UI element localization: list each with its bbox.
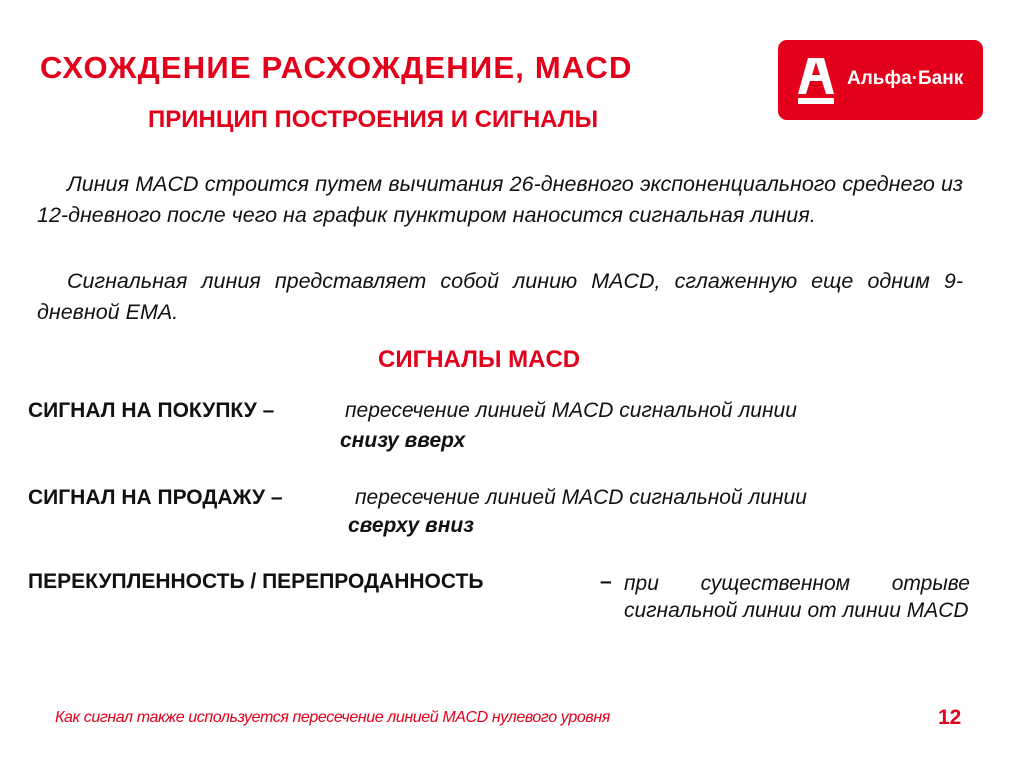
- page-number: 12: [938, 706, 962, 729]
- page-subtitle: ПРИНЦИП ПОСТРОЕНИЯ И СИГНАЛЫ: [148, 106, 599, 133]
- alfa-a-logo-icon: [794, 54, 838, 106]
- buy-signal-direction: снизу вверх: [340, 429, 466, 452]
- sell-signal-text: пересечение линией MACD сигнальной линии: [355, 486, 807, 509]
- intro-paragraph-1: Линия MACD строится путем вычитания 26-дневного экспоненциального среднего из 12-дневного после чего на график пунктиром наносится сигнальная линия.: [37, 172, 963, 227]
- signals-heading: СИГНАЛЫ MACD: [378, 346, 581, 373]
- buy-signal-label: СИГНАЛ НА ПОКУПКУ –: [28, 399, 275, 422]
- alfa-bank-logo: [778, 40, 983, 120]
- overbought-oversold-label: ПЕРЕКУПЛЕННОСТЬ / ПЕРЕПРОДАННОСТЬ: [28, 570, 484, 593]
- logo-text: Альфа·Банк: [847, 68, 964, 89]
- overbought-oversold-text: при существенном отрыве сигнальной линии от линии MACD: [624, 572, 970, 622]
- intro-paragraph-2: Сигнальная линия представляет собой линию MACD, сглаженную еще одним 9-дневной EMA.: [37, 269, 963, 324]
- footnote: Как сигнал также используется пересечение линией MACD нулевого уровня: [55, 709, 610, 726]
- overbought-oversold-dash: –: [600, 570, 612, 593]
- sell-signal-direction: сверху вниз: [348, 514, 474, 537]
- sell-signal-label: СИГНАЛ НА ПРОДАЖУ –: [28, 486, 283, 509]
- buy-signal-text: пересечение линией MACD сигнальной линии: [345, 399, 797, 422]
- page-title: СХОЖДЕНИЕ РАСХОЖДЕНИЕ, MACD: [40, 50, 633, 85]
